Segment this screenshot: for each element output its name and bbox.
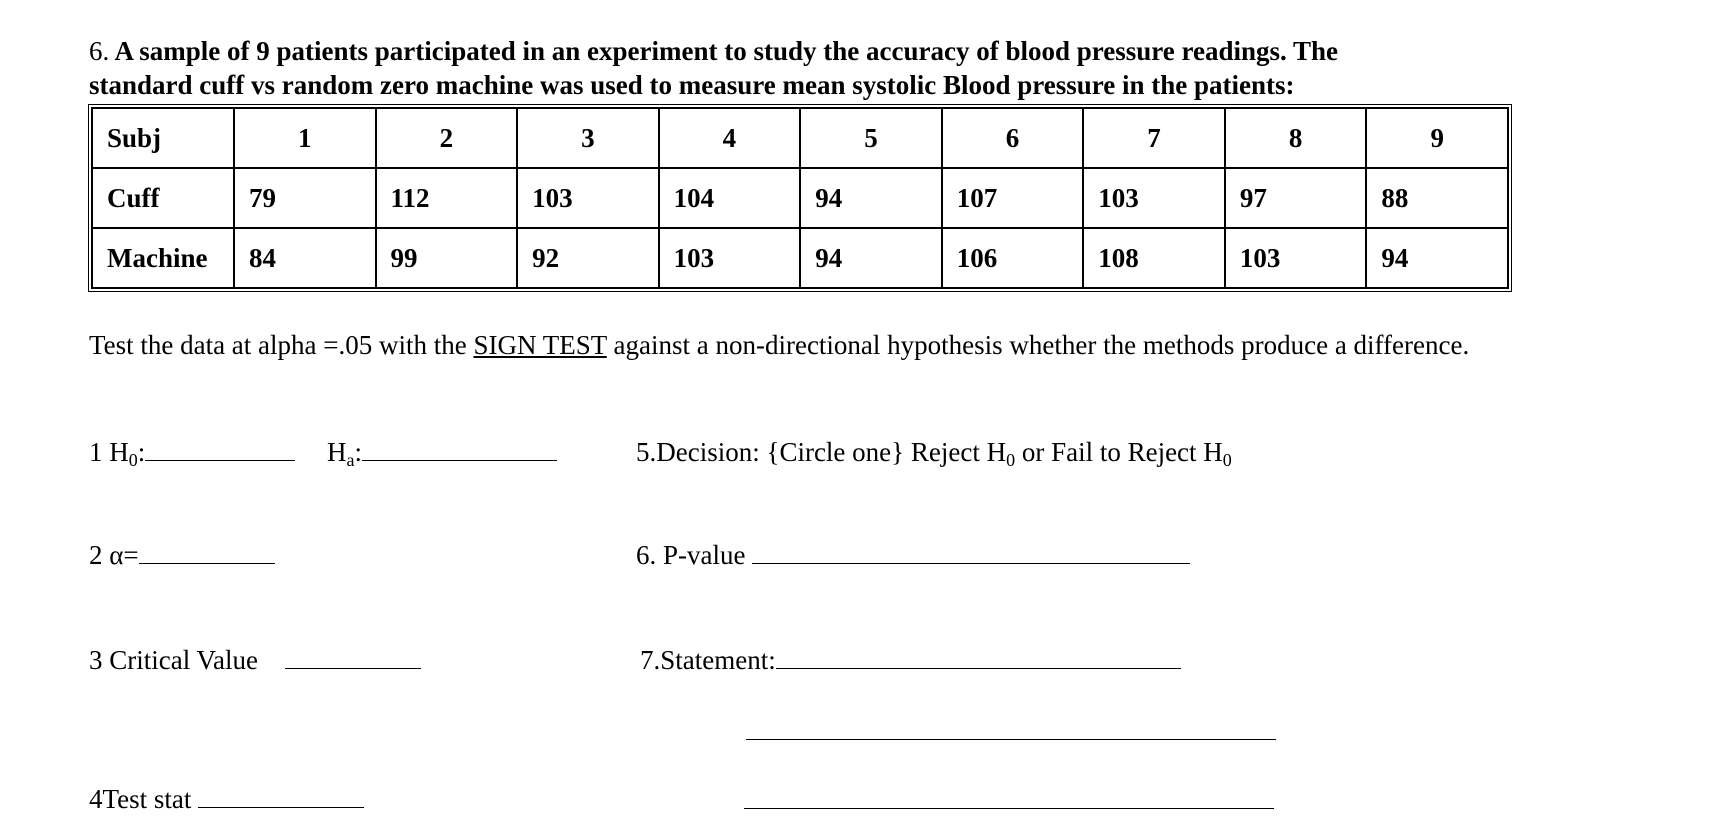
machine-cell: 103 bbox=[659, 228, 801, 288]
subject-cell: 1 bbox=[234, 108, 376, 168]
alpha-blank[interactable] bbox=[139, 539, 275, 564]
cuff-cell: 103 bbox=[517, 168, 659, 228]
question-line-1: 6. A sample of 9 patients participated in an experiment to study the accuracy of blood pressure readings. The bbox=[89, 36, 1339, 66]
subject-cell: 9 bbox=[1366, 108, 1508, 168]
row-label-subj: Subj bbox=[92, 108, 234, 168]
machine-cell: 94 bbox=[800, 228, 942, 288]
machine-cell: 103 bbox=[1225, 228, 1367, 288]
machine-cell: 106 bbox=[942, 228, 1084, 288]
subject-cell: 4 bbox=[659, 108, 801, 168]
row-label-cuff: Cuff bbox=[92, 168, 234, 228]
cuff-cell: 79 bbox=[234, 168, 376, 228]
critical-value-field: 3 Critical Value bbox=[89, 643, 421, 677]
row-label-machine: Machine bbox=[92, 228, 234, 288]
machine-cell: 108 bbox=[1083, 228, 1225, 288]
machine-cell: 99 bbox=[376, 228, 518, 288]
question-line-2: standard cuff vs random zero machine was used to measure mean systolic Blood pressure in the patients: bbox=[89, 70, 1295, 100]
decision-field: 5.Decision: {Circle one} Reject $H_0$ or Fail to Reject $H_0$ bbox=[636, 437, 1232, 470]
cuff-cell: 107 bbox=[942, 168, 1084, 228]
question-number: 6. bbox=[89, 36, 110, 66]
cuff-cell: 112 bbox=[376, 168, 518, 228]
null-hypothesis-blank[interactable] bbox=[145, 436, 295, 461]
machine-cell: 84 bbox=[234, 228, 376, 288]
statement-blank-line-2[interactable] bbox=[746, 739, 1276, 740]
alpha-field: 2 α= bbox=[89, 538, 275, 572]
null-hypothesis-field: 1 $H_0$: bbox=[89, 435, 295, 469]
statement-blank-line-3[interactable] bbox=[744, 808, 1274, 809]
cuff-cell: 97 bbox=[1225, 168, 1367, 228]
cuff-cell: 94 bbox=[800, 168, 942, 228]
table-row-subject bbox=[92, 108, 1508, 168]
statement-field: 7.Statement: bbox=[640, 643, 1181, 677]
subject-cell: 2 bbox=[376, 108, 518, 168]
blood-pressure-table bbox=[88, 104, 1512, 292]
machine-cell: 94 bbox=[1366, 228, 1508, 288]
critical-value-blank[interactable] bbox=[285, 644, 421, 669]
subject-cell: 8 bbox=[1225, 108, 1367, 168]
instructions-text: Test the data at alpha =.05 with the SIGN TEST against a non-directional hypothesis whether the methods produce a difference. bbox=[89, 330, 1470, 360]
question-text bbox=[89, 34, 1519, 102]
table-row-cuff bbox=[92, 168, 1508, 228]
alt-hypothesis-field: $H_a$: bbox=[327, 435, 557, 469]
cuff-cell: 104 bbox=[659, 168, 801, 228]
cuff-cell: 103 bbox=[1083, 168, 1225, 228]
p-value-field: 6. P-value bbox=[636, 538, 1190, 572]
test-stat-field: 4Test stat bbox=[89, 782, 364, 816]
alt-hypothesis-blank[interactable] bbox=[362, 436, 557, 461]
table-row-machine bbox=[92, 228, 1508, 288]
subject-cell: 5 bbox=[800, 108, 942, 168]
p-value-blank[interactable] bbox=[752, 539, 1190, 564]
sign-test-underlined: SIGN TEST bbox=[473, 330, 607, 360]
subject-cell: 3 bbox=[517, 108, 659, 168]
subject-cell: 7 bbox=[1083, 108, 1225, 168]
statement-blank[interactable] bbox=[776, 644, 1181, 669]
subject-cell: 6 bbox=[942, 108, 1084, 168]
test-stat-blank[interactable] bbox=[198, 783, 364, 808]
machine-cell: 92 bbox=[517, 228, 659, 288]
cuff-cell: 88 bbox=[1366, 168, 1508, 228]
